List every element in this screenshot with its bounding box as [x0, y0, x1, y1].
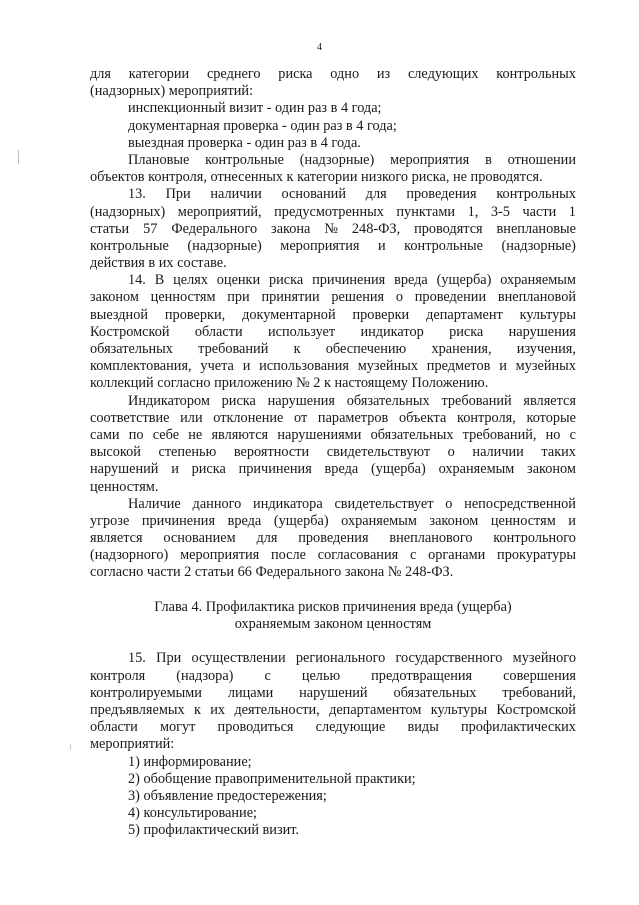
text-line: области могут проводиться следующие виды профилактических — [90, 719, 576, 736]
text-line: (надзорного) мероприятия после согласования с органами прокуратуры — [90, 547, 576, 564]
text-line: коллекций согласно приложению № 2 к настоящему Положению. — [90, 375, 489, 392]
text-line: комплектования, учета и использования музейных предметов и музейных — [90, 358, 576, 375]
text-line: контрольные (надзорные) мероприятия и контрольные (надзорные) — [90, 237, 576, 254]
blank-line — [90, 582, 576, 599]
scan-artifact — [70, 744, 71, 750]
text-line: согласно части 2 статьи 66 Федерального закона № 248-ФЗ. — [90, 564, 454, 581]
text-line: Индикатором риска нарушения обязательных требований является — [128, 392, 576, 409]
text-line: ценностям. — [90, 478, 159, 495]
paragraph — [90, 66, 576, 100]
text-line: нарушений и риска причинения вреда (ущерба) охраняемым законом — [90, 461, 576, 478]
text-line: выездной проверки, документарной проверки департамент культуры — [90, 306, 576, 323]
text-line: Плановые контрольные (надзорные) мероприятия в отношении — [128, 151, 576, 168]
text-line: предъявляемых к их деятельности, департаментом культуры Костромской — [90, 701, 576, 718]
list-item: 3) объявление предостережения; — [128, 787, 327, 804]
text-line: угрозе причинения вреда (ущерба) охраняемым законом ценностям и — [90, 512, 576, 529]
text-line: контролируемыми лицами нарушений обязательных требований, — [90, 684, 576, 701]
heading-line: охраняемым законом ценностям — [234, 616, 432, 632]
paragraph — [90, 272, 576, 392]
text-line: действия в их составе. — [90, 255, 227, 272]
paragraph — [90, 152, 576, 186]
text-line: Наличие данного индикатора свидетельствует о непосредственной — [128, 495, 576, 512]
text-line: Костромской области использует индикатор риска нарушения — [90, 323, 576, 340]
paragraph — [90, 186, 576, 272]
paragraph — [90, 496, 576, 582]
text-line: законом ценностям при принятии решения о проведении внеплановой — [90, 289, 576, 306]
text-line: высокой степенью вероятности свидетельствуют о наличии таких — [90, 444, 576, 461]
text-line: сами по себе не являются нарушениями обязательных требований, но с — [90, 426, 576, 443]
page-number: 4 — [317, 42, 322, 53]
text-line: мероприятий: — [90, 736, 175, 753]
paragraph — [90, 393, 576, 496]
list-item: 4) консультирование; — [128, 805, 258, 822]
list-item: 5) профилактический визит. — [128, 822, 299, 839]
scan-artifact — [18, 150, 19, 164]
text-line: 13. При наличии оснований для проведения контрольных — [128, 186, 576, 203]
paragraph — [90, 650, 576, 753]
list-item: документарная проверка - один раз в 4 года; — [128, 117, 397, 134]
text-line: (надзорных) мероприятий: — [90, 83, 254, 100]
text-line: контроля (надзора) с целью предотвращения совершения — [90, 667, 576, 684]
heading-line: Глава 4. Профилактика рисков причинения вреда (ущерба) — [154, 598, 512, 615]
text-line: соответствие или отклонение от параметров объекта контроля, которые — [90, 409, 576, 426]
blank-line — [90, 633, 576, 650]
list-item: выездная проверка - один раз в 4 года. — [128, 134, 361, 151]
document-body — [90, 66, 576, 839]
text-line: для категории среднего риска одно из следующих контрольных — [90, 66, 576, 82]
list-block — [90, 754, 576, 840]
text-line: статьи 57 Федерального закона № 248-ФЗ, проводятся внеплановые — [90, 220, 576, 237]
list-block — [90, 100, 576, 152]
text-line: (надзорных) мероприятий, предусмотренных пунктами 1, 3-5 части 1 — [90, 203, 576, 220]
list-item: инспекционный визит - один раз в 4 года; — [128, 100, 382, 117]
text-line: обязательных требований к обеспечению хранения, изучения, — [90, 341, 576, 357]
text-line: 15. При осуществлении регионального государственного музейного — [128, 650, 576, 667]
text-line: 14. В целях оценки риска причинения вреда (ущерба) охраняемым — [128, 272, 576, 289]
text-line: объектов контроля, отнесенных к категории низкого риска, не проводятся. — [90, 169, 543, 186]
chapter-heading — [90, 599, 576, 633]
list-item: 1) информирование; — [128, 753, 252, 770]
text-line: является основанием для проведения внепланового контрольного — [90, 530, 576, 547]
list-item: 2) обобщение правоприменительной практики; — [128, 770, 416, 787]
